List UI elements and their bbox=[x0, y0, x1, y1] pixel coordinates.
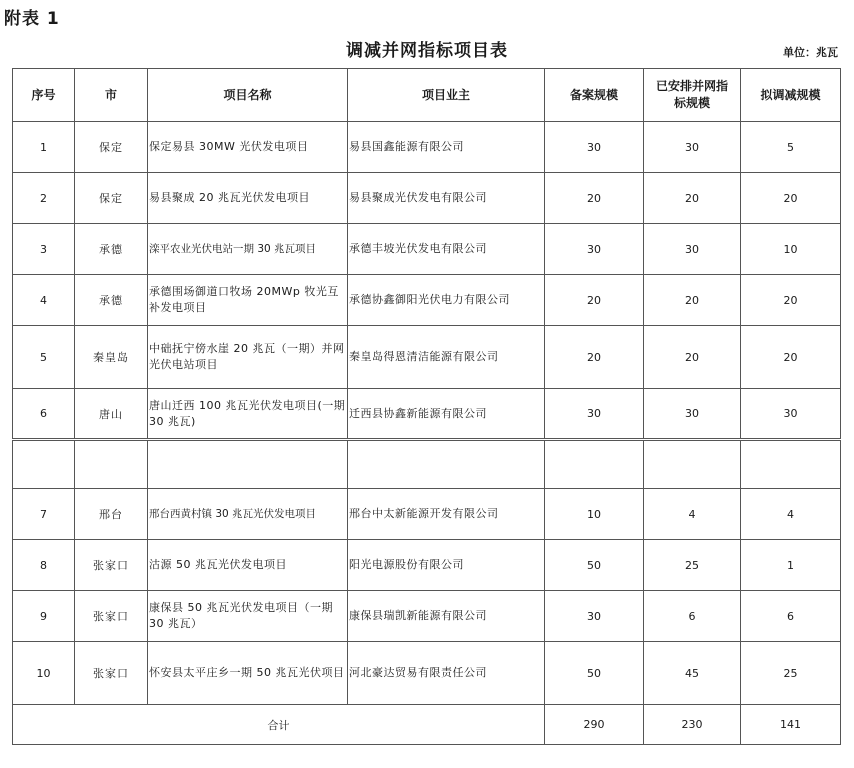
row-arranged-scale: 25 bbox=[644, 540, 741, 591]
row-city: 承德 bbox=[75, 224, 148, 275]
table-row bbox=[13, 275, 841, 326]
row-project-owner: 迁西县协鑫新能源有限公司 bbox=[348, 389, 545, 440]
row-filed-scale: 30 bbox=[545, 122, 644, 173]
row-arranged-scale: 6 bbox=[644, 591, 741, 642]
row-project-owner: 承德协鑫御阳光伏电力有限公司 bbox=[348, 275, 545, 326]
blank-cell bbox=[348, 440, 545, 489]
header-no: 序号 bbox=[13, 69, 75, 122]
total-row bbox=[13, 705, 841, 745]
row-reduce-scale: 25 bbox=[741, 642, 841, 705]
header-row bbox=[13, 69, 841, 122]
table-row bbox=[13, 326, 841, 389]
row-arranged-scale: 20 bbox=[644, 275, 741, 326]
total-reduce-scale: 141 bbox=[741, 705, 841, 745]
row-city: 承德 bbox=[75, 275, 148, 326]
blank-cell bbox=[148, 440, 348, 489]
row-no: 2 bbox=[13, 173, 75, 224]
row-reduce-scale: 4 bbox=[741, 489, 841, 540]
row-no: 1 bbox=[13, 122, 75, 173]
row-project-owner: 承德丰坡光伏发电有限公司 bbox=[348, 224, 545, 275]
row-project-owner: 河北豪达贸易有限责任公司 bbox=[348, 642, 545, 705]
header-arranged-scale: 已安排并网指标规模 bbox=[644, 69, 741, 122]
row-project-name: 中础抚宁傍水崖 20 兆瓦（一期）并网光伏电站项目 bbox=[148, 326, 348, 389]
table-row bbox=[13, 540, 841, 591]
row-project-name: 滦平农业光伏电站一期 30 兆瓦项目 bbox=[148, 224, 348, 275]
row-city: 保定 bbox=[75, 173, 148, 224]
row-filed-scale: 20 bbox=[545, 326, 644, 389]
row-project-name: 怀安县太平庄乡一期 50 兆瓦光伏项目 bbox=[148, 642, 348, 705]
row-reduce-scale: 5 bbox=[741, 122, 841, 173]
row-arranged-scale: 20 bbox=[644, 326, 741, 389]
row-project-name: 承德围场御道口牧场 20MWp 牧光互补发电项目 bbox=[148, 275, 348, 326]
row-reduce-scale: 10 bbox=[741, 224, 841, 275]
blank-cell bbox=[741, 440, 841, 489]
row-reduce-scale: 20 bbox=[741, 173, 841, 224]
row-reduce-scale: 20 bbox=[741, 326, 841, 389]
table-row bbox=[13, 489, 841, 540]
row-project-owner: 康保县瑞凯新能源有限公司 bbox=[348, 591, 545, 642]
row-no: 4 bbox=[13, 275, 75, 326]
row-project-name: 沽源 50 兆瓦光伏发电项目 bbox=[148, 540, 348, 591]
header-reduce-scale: 拟调减规模 bbox=[741, 69, 841, 122]
table-title: 调减并网指标项目表 bbox=[346, 41, 508, 61]
row-arranged-scale: 30 bbox=[644, 389, 741, 440]
row-project-owner: 易县国鑫能源有限公司 bbox=[348, 122, 545, 173]
total-label: 合计 bbox=[13, 705, 545, 745]
row-project-name: 易县聚成 20 兆瓦光伏发电项目 bbox=[148, 173, 348, 224]
blank-cell bbox=[545, 440, 644, 489]
row-no: 6 bbox=[13, 389, 75, 440]
row-project-owner: 秦皇岛得恩清洁能源有限公司 bbox=[348, 326, 545, 389]
row-arranged-scale: 30 bbox=[644, 224, 741, 275]
row-project-owner: 易县聚成光伏发电有限公司 bbox=[348, 173, 545, 224]
row-filed-scale: 20 bbox=[545, 275, 644, 326]
total-arranged-scale: 230 bbox=[644, 705, 741, 745]
unit-label: 单位：兆瓦 bbox=[783, 46, 838, 59]
row-arranged-scale: 20 bbox=[644, 173, 741, 224]
table-row bbox=[13, 591, 841, 642]
table-row bbox=[13, 389, 841, 440]
table-row bbox=[13, 642, 841, 705]
row-no: 10 bbox=[13, 642, 75, 705]
row-project-owner: 邢台中太新能源开发有限公司 bbox=[348, 489, 545, 540]
row-city: 张家口 bbox=[75, 540, 148, 591]
row-no: 9 bbox=[13, 591, 75, 642]
row-city: 邢台 bbox=[75, 489, 148, 540]
row-filed-scale: 50 bbox=[545, 642, 644, 705]
row-arranged-scale: 30 bbox=[644, 122, 741, 173]
row-filed-scale: 30 bbox=[545, 591, 644, 642]
row-filed-scale: 50 bbox=[545, 540, 644, 591]
row-arranged-scale: 4 bbox=[644, 489, 741, 540]
blank-row bbox=[13, 440, 841, 489]
row-project-name: 邢台西黄村镇 30 兆瓦光伏发电项目 bbox=[148, 489, 348, 540]
row-arranged-scale: 45 bbox=[644, 642, 741, 705]
blank-cell bbox=[13, 440, 75, 489]
header-city: 市 bbox=[75, 69, 148, 122]
row-filed-scale: 20 bbox=[545, 173, 644, 224]
header-project-name: 项目名称 bbox=[148, 69, 348, 122]
row-project-name: 唐山迁西 100 兆瓦光伏发电项目(一期 30 兆瓦) bbox=[148, 389, 348, 440]
header-project-owner: 项目业主 bbox=[348, 69, 545, 122]
table-row bbox=[13, 122, 841, 173]
row-no: 7 bbox=[13, 489, 75, 540]
row-no: 8 bbox=[13, 540, 75, 591]
row-project-name: 康保县 50 兆瓦光伏发电项目（一期 30 兆瓦） bbox=[148, 591, 348, 642]
table-row bbox=[13, 173, 841, 224]
row-filed-scale: 10 bbox=[545, 489, 644, 540]
header-filed-scale: 备案规模 bbox=[545, 69, 644, 122]
row-filed-scale: 30 bbox=[545, 224, 644, 275]
row-city: 唐山 bbox=[75, 389, 148, 440]
row-city: 张家口 bbox=[75, 642, 148, 705]
appendix-label: 附表 1 bbox=[4, 9, 60, 29]
row-project-owner: 阳光电源股份有限公司 bbox=[348, 540, 545, 591]
row-no: 3 bbox=[13, 224, 75, 275]
reduction-table bbox=[12, 68, 841, 745]
row-city: 张家口 bbox=[75, 591, 148, 642]
row-no: 5 bbox=[13, 326, 75, 389]
table-body bbox=[13, 69, 841, 745]
blank-cell bbox=[644, 440, 741, 489]
blank-cell bbox=[75, 440, 148, 489]
row-reduce-scale: 30 bbox=[741, 389, 841, 440]
row-city: 保定 bbox=[75, 122, 148, 173]
row-reduce-scale: 1 bbox=[741, 540, 841, 591]
row-filed-scale: 30 bbox=[545, 389, 644, 440]
row-project-name: 保定易县 30MW 光伏发电项目 bbox=[148, 122, 348, 173]
table-row bbox=[13, 224, 841, 275]
total-filed-scale: 290 bbox=[545, 705, 644, 745]
row-city: 秦皇岛 bbox=[75, 326, 148, 389]
row-reduce-scale: 6 bbox=[741, 591, 841, 642]
row-reduce-scale: 20 bbox=[741, 275, 841, 326]
